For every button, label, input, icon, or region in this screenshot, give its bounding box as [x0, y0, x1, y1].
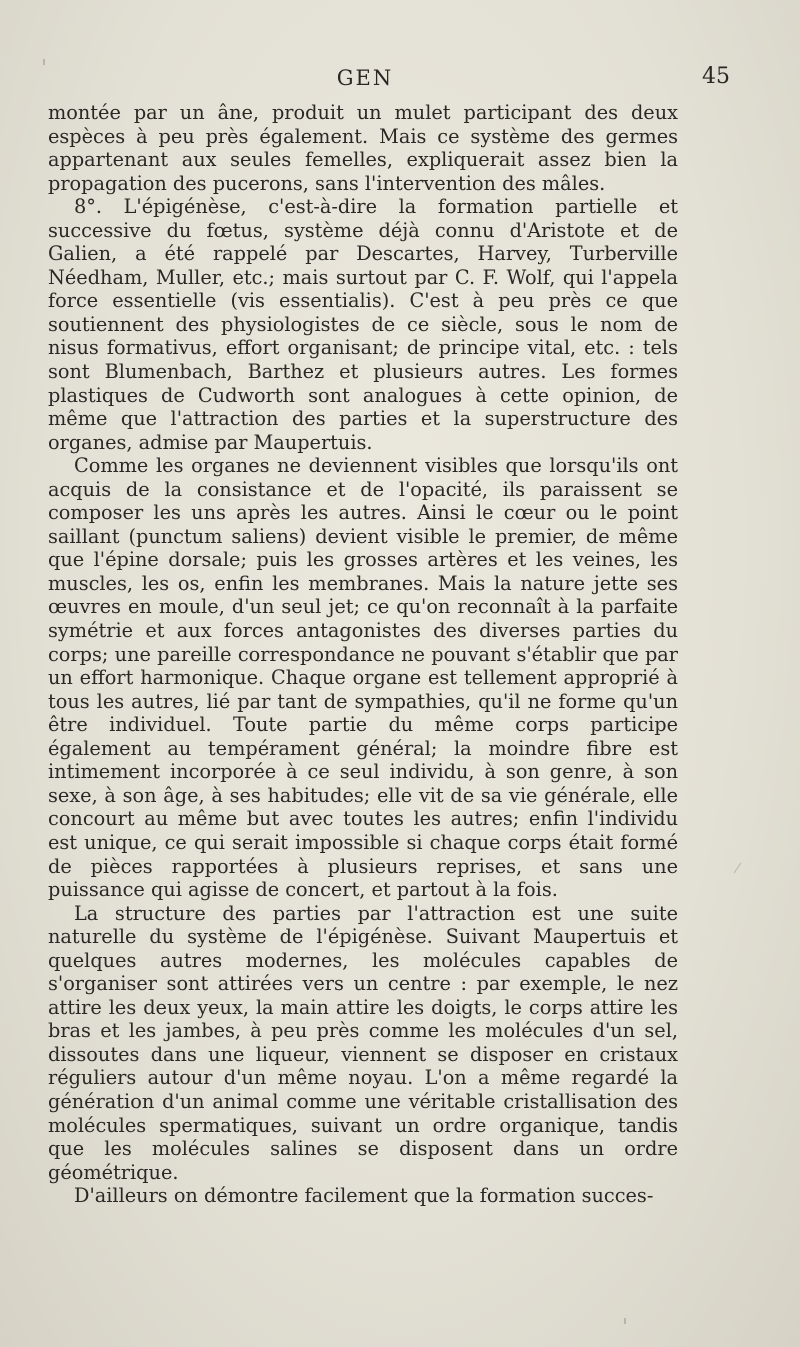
stray-ink-mark	[624, 1318, 626, 1324]
stray-ink-mark	[43, 59, 45, 65]
stray-ink-mark	[734, 863, 742, 873]
paragraph-organes: Comme les organes ne deviennent visibles que lorsqu'ils ont acquis de la consistance et de l'opacité, ils paraissent se composer les uns après les autres. Ainsi le cœur ou le point saillant (punctum saliens) devient visible le premier, de même que l'épine dorsale; puis les grosses artères et les veines, les muscles, les os, enfin les membranes. Mais la nature jette ses œuvres en moule, d'un seul jet; ce qu'on reconnaît à la parfaite symétrie et aux forces antagonistes des diverses parties du corps; une pareille correspondance ne pouvant s'établir que par un effort harmonique. Chaque organe est tellement approprié à tous les autres, lié par tant de sympathies, qu'il ne forme qu'un être individuel. Toute partie du même corps participe également au tempérament général; la moindre fibre est intimement incorporée à ce seul individu, à son genre, à son sexe, à son âge, à ses habitudes; elle vit de sa vie générale, elle concourt au même but avec toutes les autres; enfin l'individu est unique, ce qui serait impossible si chaque corps était formé de pièces rapportées à plusieurs reprises, et sans une puissance qui agisse de concert, et partout à la fois.	[48, 454, 678, 902]
paragraph-attraction: La structure des parties par l'attraction est une suite naturelle du système de l'épigénèse. Suivant Maupertuis et quelques autres modernes, les molécules capables de s'organiser sont attirées vers un centre : par exemple, le nez attire les deux yeux, la main attire les doigts, le corps attire les bras et les jambes, à peu près comme les molécules d'un sel, dissoutes dans une liqueur, viennent se disposer en cristaux réguliers autour d'un même noyau. L'on a même regardé la génération d'un animal comme une véritable cristallisation des molécules spermatiques, suivant un ordre organique, tandis que les molécules salines se disposent dans un ordre géométrique.	[48, 901, 678, 1184]
body-text	[48, 101, 678, 1208]
paragraph-epigenese: 8°. L'épigénèse, c'est-à-dire la formation partielle et successive du fœtus, système déjà connu d'Aristote et de Galien, a été rappelé par Descartes, Harvey, Turberville Néedham, Muller, etc.; mais surtout par C. F. Wolf, qui l'appela force essentielle (vis essentialis). C'est à peu près ce que soutiennent des physiologistes de ce siècle, sous le nom de nisus formativus, effort organisant; de principe vital, etc. : tels sont Blumenbach, Barthez et plusieurs autres. Les formes plastiques de Cudworth sont analogues à cette opinion, de même que l'attraction des parties et la superstructure des organes, admise par Maupertuis.	[48, 195, 678, 454]
page-number: 45	[702, 64, 730, 89]
running-head: GEN	[336, 66, 394, 90]
paragraph-final: D'ailleurs on démontre facilement que la formation succes-	[74, 1184, 654, 1208]
paragraph-continuation: montée par un âne, produit un mulet participant des deux espèces à peu près également. Mais ce système des germes appartenant aux seules femelles, expliquerait assez bien la propagation des pucerons, sans l'intervention des mâles.	[48, 101, 678, 195]
page-header	[48, 64, 730, 96]
